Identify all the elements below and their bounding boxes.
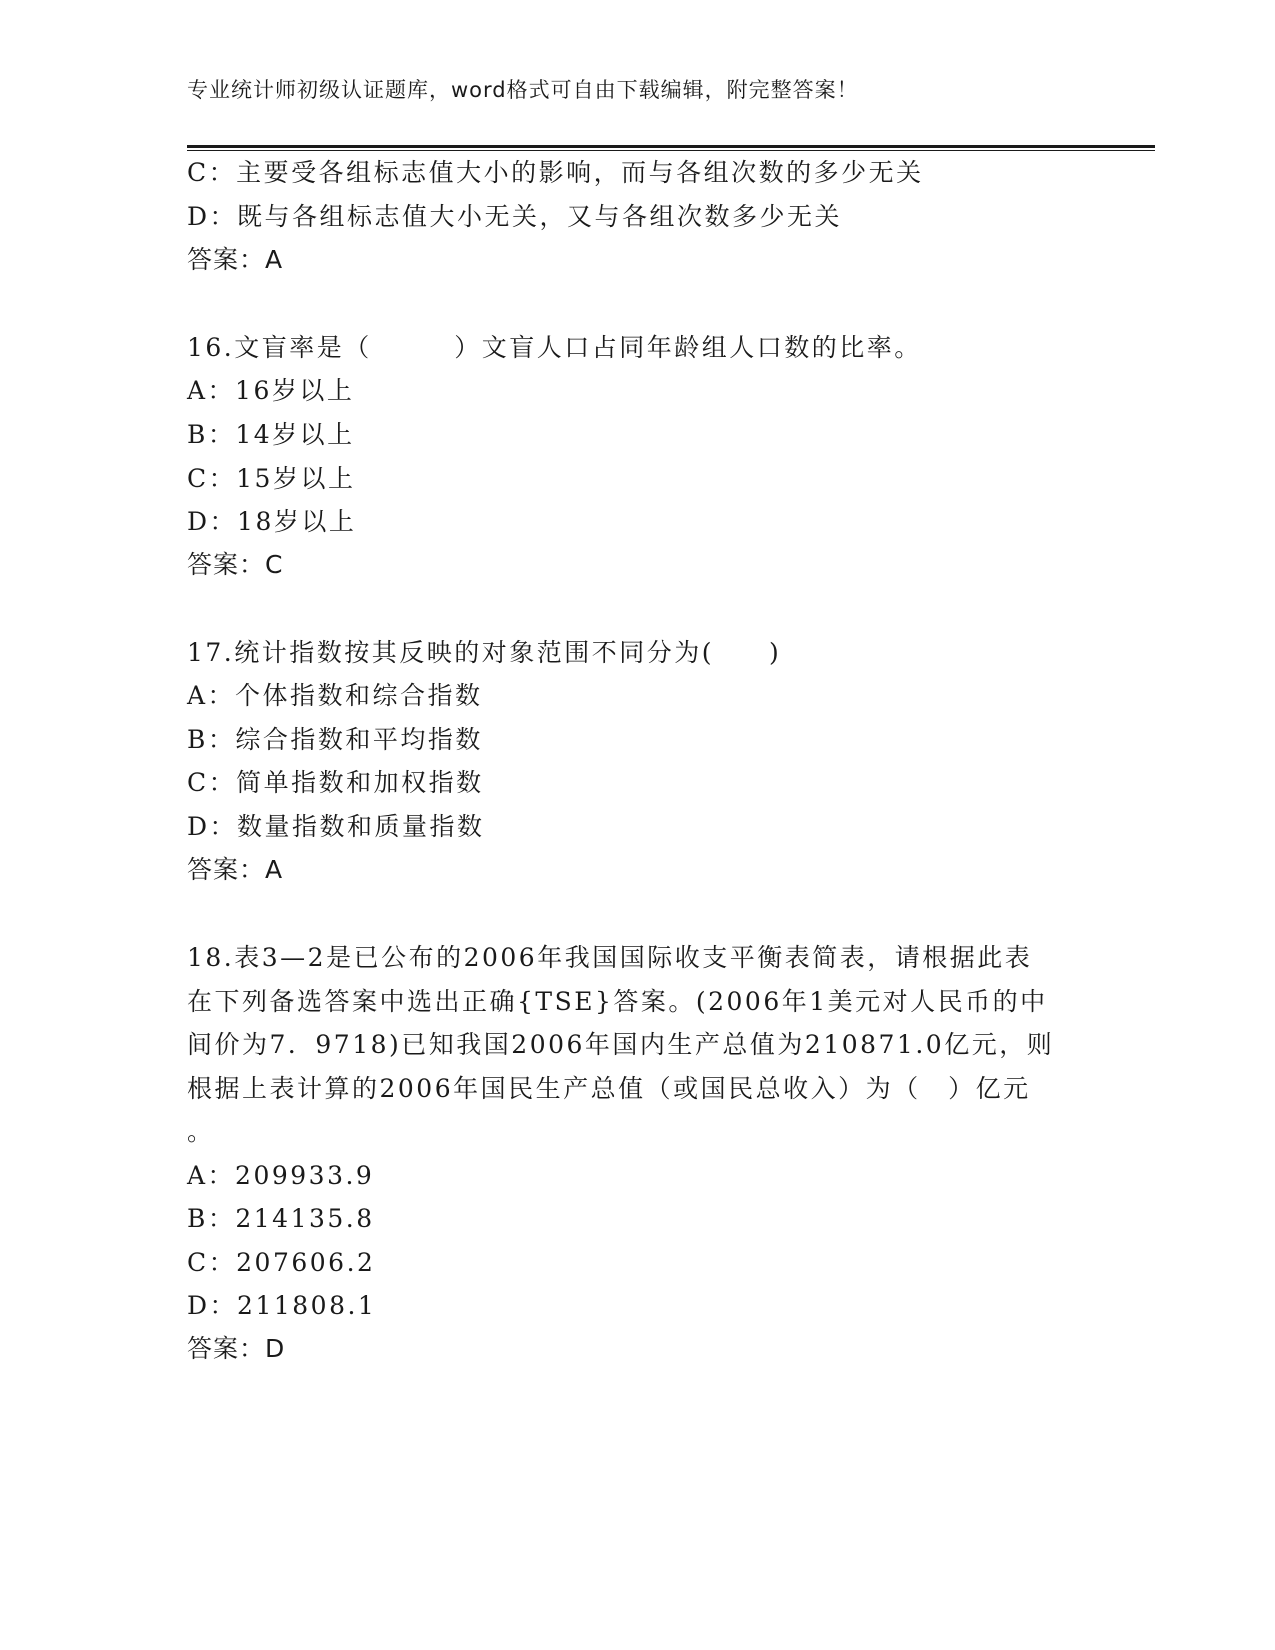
q16-option-b: B：14岁以上 [187,420,355,449]
q16-option-c: C：15岁以上 [187,464,356,493]
q18-option-b: B：214135.8 [187,1204,375,1233]
q16-option-a: A：16岁以上 [187,376,355,405]
q17-option-c: C：简单指数和加权指数 [187,768,484,797]
page-header: 专业统计师初级认证题库，word格式可自由下载编辑，附完整答案！ [187,78,859,102]
q18-stem-line: 在下列备选答案中选出正确{TSE}答案。(2006年1美元对人民币的中 [187,987,1048,1016]
q17-option-d: D：数量指数和质量指数 [187,812,485,841]
q17-stem: 17.统计指数按其反映的对象范围不同分为( ) [187,638,782,667]
q18-option-c: C：207606.2 [187,1248,376,1277]
q18-stem-line: 18.表3—2是已公布的2006年我国国际收支平衡表简表，请根据此表 [187,943,1033,972]
q18-answer: 答案：D [187,1334,286,1363]
q18-option-d: D：211808.1 [187,1291,377,1320]
q16-stem: 16.文盲率是（ ）文盲人口占同年龄组人口数的比率。 [187,333,922,362]
q15-option-d: D：既与各组标志值大小无关，又与各组次数多少无关 [187,202,843,231]
q17-option-b: B：综合指数和平均指数 [187,725,483,754]
q18-option-a: A：209933.9 [187,1161,375,1190]
q15-answer: 答案：A [187,245,284,274]
q18-stem-line: 根据上表计算的2006年国民生产总值（或国民总收入）为（ ）亿元 [187,1074,1031,1103]
q15-option-c: C：主要受各组标志值大小的影响，而与各组次数的多少无关 [187,158,924,187]
header-rule [187,145,1155,151]
q17-option-a: A：个体指数和综合指数 [187,681,483,710]
q16-answer: 答案：C [187,550,284,579]
q18-stem-line: 间价为7．9718)已知我国2006年国内生产总值为210871.0亿元，则 [187,1030,1055,1059]
q16-option-d: D：18岁以上 [187,507,357,536]
q17-answer: 答案：A [187,855,284,884]
q18-stem-line: 。 [187,1117,215,1146]
